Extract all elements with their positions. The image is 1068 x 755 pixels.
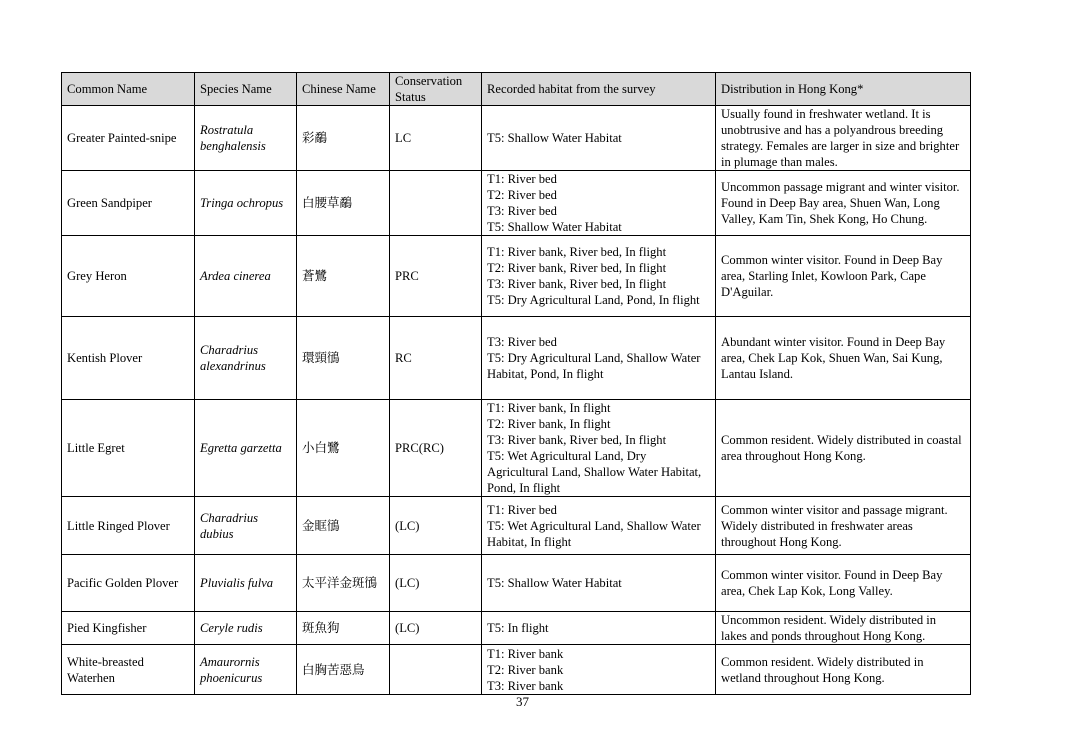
cell-species-name: Ardea cinerea <box>195 236 297 317</box>
habitat-line: T5: Wet Agricultural Land, Dry Agricultural Land, Shallow Water Habitat, Pond, In flight <box>487 449 702 495</box>
table-row <box>62 236 971 317</box>
habitat-line: T1: River bed <box>487 502 557 517</box>
cell-conservation-status <box>390 645 482 695</box>
habitat-line: T3: River bank, River bed, In flight <box>487 277 667 291</box>
cell-distribution: Uncommon resident. Widely distributed in lakes and ponds throughout Hong Kong. <box>716 612 971 645</box>
cell-chinese-name: 蒼鷺 <box>297 236 390 317</box>
cell-chinese-name: 白腰草鷸 <box>297 171 390 236</box>
header-species-name: Species Name <box>195 73 297 106</box>
cell-conservation-status: PRC(RC) <box>390 400 482 497</box>
cell-species-name: Rostratula benghalensis <box>195 106 297 171</box>
cell-distribution: Common winter visitor. Found in Deep Bay area, Starling Inlet, Kowloon Park, Cape D'Aguilar. <box>716 236 971 317</box>
cell-common-name: Kentish Plover <box>62 317 195 400</box>
habitat-line: T5: Shallow Water Habitat <box>487 131 622 145</box>
cell-distribution: Uncommon passage migrant and winter visitor. Found in Deep Bay area, Shuen Wan, Long Valley, Kam Tin, Shek Kong, Ho Chung. <box>716 171 971 236</box>
table-row <box>62 106 971 171</box>
cell-chinese-name: 小白鷺 <box>297 400 390 497</box>
cell-common-name: Pied Kingfisher <box>62 612 195 645</box>
cell-recorded-habitat <box>482 612 716 645</box>
cell-distribution: Common resident. Widely distributed in coastal area throughout Hong Kong. <box>716 400 971 497</box>
habitat-line: T1: River bank, River bed, In flight <box>487 245 667 259</box>
cell-distribution: Usually found in freshwater wetland. It is unobtrusive and has a polyandrous breeding strategy. Females are larger in size and brighter in plumage than males. <box>716 106 971 171</box>
header-distribution: Distribution in Hong Kong* <box>716 73 971 106</box>
cell-recorded-habitat <box>482 645 716 695</box>
cell-chinese-name: 斑魚狗 <box>297 612 390 645</box>
cell-common-name: Little Ringed Plover <box>62 497 195 555</box>
table-row <box>62 171 971 236</box>
habitat-line: T1: River bank, In flight <box>487 401 611 415</box>
habitat-line: T3: River bank, River bed, In flight <box>487 433 667 447</box>
cell-conservation-status: (LC) <box>390 612 482 645</box>
cell-common-name: Pacific Golden Plover <box>62 555 195 612</box>
habitat-line: T2: River bank <box>487 662 564 677</box>
header-common-name: Common Name <box>62 73 195 106</box>
cell-recorded-habitat <box>482 171 716 236</box>
cell-common-name: White-breasted Waterhen <box>62 645 195 695</box>
cell-common-name: Grey Heron <box>62 236 195 317</box>
header-recorded-habitat: Recorded habitat from the survey <box>482 73 716 106</box>
cell-distribution: Abundant winter visitor. Found in Deep Bay area, Chek Lap Kok, Shuen Wan, Sai Kung, Lantau Island. <box>716 317 971 400</box>
cell-chinese-name: 彩鷸 <box>297 106 390 171</box>
cell-distribution: Common resident. Widely distributed in wetland throughout Hong Kong. <box>716 645 971 695</box>
cell-recorded-habitat <box>482 497 716 555</box>
header-chinese-name: Chinese Name <box>297 73 390 106</box>
cell-common-name: Green Sandpiper <box>62 171 195 236</box>
cell-chinese-name: 金眶鴴 <box>297 497 390 555</box>
table-row <box>62 317 971 400</box>
cell-recorded-habitat <box>482 317 716 400</box>
habitat-line: T5: Dry Agricultural Land, Shallow Water Habitat, Pond, In flight <box>487 351 701 381</box>
habitat-line: T3: River bank <box>487 678 564 693</box>
cell-conservation-status: RC <box>390 317 482 400</box>
page-number: 37 <box>516 694 529 709</box>
habitat-line: T2: River bank, In flight <box>487 417 611 431</box>
habitat-line: T5: Dry Agricultural Land, Pond, In flight <box>487 293 700 307</box>
habitat-line: T5: Wet Agricultural Land, Shallow Water Habitat, In flight <box>487 518 701 549</box>
cell-species-name: Amaurornis phoenicurus <box>195 645 297 695</box>
table-row <box>62 612 971 645</box>
table-row <box>62 400 971 497</box>
cell-species-name: Ceryle rudis <box>195 612 297 645</box>
cell-species-name: Egretta garzetta <box>195 400 297 497</box>
cell-common-name: Little Egret <box>62 400 195 497</box>
habitat-line: T5: Shallow Water Habitat <box>487 220 622 234</box>
cell-species-name: Charadrius alexandrinus <box>195 317 297 400</box>
cell-recorded-habitat <box>482 236 716 317</box>
habitat-line: T2: River bank, River bed, In flight <box>487 261 667 275</box>
cell-conservation-status: LC <box>390 106 482 171</box>
table-header-row <box>62 73 971 106</box>
cell-distribution: Common winter visitor. Found in Deep Bay area, Chek Lap Kok, Long Valley. <box>716 555 971 612</box>
cell-conservation-status: (LC) <box>390 555 482 612</box>
header-conservation-status: Conservation Status <box>390 73 482 106</box>
cell-species-name: Pluvialis fulva <box>195 555 297 612</box>
table-row <box>62 645 971 695</box>
cell-distribution: Common winter visitor and passage migrant. Widely distributed in freshwater areas throughout Hong Kong. <box>716 497 971 555</box>
cell-chinese-name: 白胸苦惡鳥 <box>297 645 390 695</box>
table-body <box>62 106 971 695</box>
habitat-line: T5: Shallow Water Habitat <box>487 576 622 590</box>
cell-species-name: Tringa ochropus <box>195 171 297 236</box>
cell-recorded-habitat <box>482 106 716 171</box>
bird-species-table <box>61 72 971 695</box>
habitat-line: T3: River bed <box>487 204 557 218</box>
table-row <box>62 555 971 612</box>
cell-species-name: Charadrius dubius <box>195 497 297 555</box>
habitat-line: T5: In flight <box>487 621 549 635</box>
cell-recorded-habitat <box>482 555 716 612</box>
cell-chinese-name: 太平洋金斑鴴 <box>297 555 390 612</box>
cell-conservation-status: PRC <box>390 236 482 317</box>
cell-common-name: Greater Painted-snipe <box>62 106 195 171</box>
habitat-line: T3: River bed <box>487 335 557 349</box>
habitat-line: T2: River bed <box>487 188 557 202</box>
cell-conservation-status: (LC) <box>390 497 482 555</box>
habitat-line: T1: River bank <box>487 646 564 661</box>
habitat-line: T1: River bed <box>487 172 557 186</box>
cell-recorded-habitat <box>482 400 716 497</box>
table-row <box>62 497 971 555</box>
cell-conservation-status <box>390 171 482 236</box>
cell-chinese-name: 環頸鴴 <box>297 317 390 400</box>
